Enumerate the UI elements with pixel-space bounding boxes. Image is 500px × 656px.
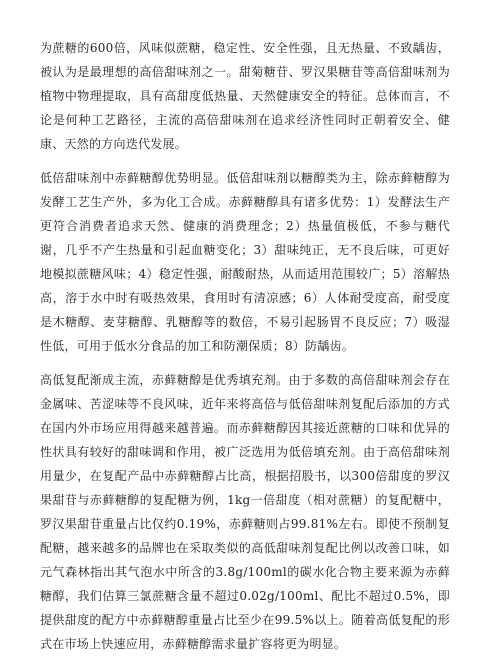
paragraph-erythritol-advantages: 低倍甜味剂中赤藓糖醇优势明显。低倍甜味剂以糖醇类为主，除赤藓糖醇为发酵工艺生产外，多为化工合成。赤藓糖醇具有诸多优势：1）发酵法生产更符合消费者追求天然、健康的消费理念；2）热量值极低，不参与糖代谢，几乎不产生热量和引起血糖变化；3）甜味纯正，无不良后味，可更好地模拟蔗糖风味；4）稳定性强，耐酸耐热，从而适用范围较广；5）溶解热高，溶于水中时有吸热效果，食用时有清凉感；6）人体耐受度高，耐受度是木糖醇、麦芽糖醇、乳糖醇等的数倍，不易引起肠胃不良反应；7）吸湿性低，可用于低水分食品的加工和防潮保质；8）防龋齿。 [40,171,450,353]
paragraph-sweetener-overview: 为蔗糖的600倍，风味似蔗糖，稳定性、安全性强，且无热量、不致龋齿，被认为是最理想的高倍甜味剂之一。甜菊糖苷、罗汉果糖苷等高倍甜味剂为植物中物理提取，具有高甜度低热量、天然健康安全的特征。总体而言，不论是何种工艺路径，主流的高倍甜味剂在追求经济性同时正朝着安全、健康、天然的方向迭代发展。 [40,41,450,151]
paragraph-blending-trend: 高低复配渐成主流，赤藓糖醇是优秀填充剂。由于多数的高倍甜味剂会存在金属味、苦涩味等不良风味，近年来将高倍与低倍甜味剂复配后添加的方式在国内外市场应用得越来越普遍。而赤藓糖醇因其接近蔗糖的口味和优异的性状具有较好的甜味调和作用，被广泛选用为低倍填充剂。由于高倍甜味剂用量少，在复配产品中赤藓糖醇占比高，根据招股书，以300倍甜度的罗汉果甜苷与赤藓糖醇的复配糖为例，1kg一倍甜度（相对蔗糖）的复配糖中，罗汉果甜苷重量占比仅约0.19%，赤藓糖则占99.81%左右。即使不预制复配糖，越来越多的品牌也在采取类似的高低甜味剂复配比例以改善口味，如元气森林指出其气泡水中所含的3.8g/100ml的碳水化合物主要来源为赤藓糖醇，我们估算三氯蔗糖含量不超过0.02g/100ml、配比不超过0.5%，即提供甜度的配方中赤藓糖醇重量占比至少在99.5%以上。随着高低复配的形式在市场上快速应用，赤藓糖醇需求量扩容将更为明显。 [40,373,450,651]
